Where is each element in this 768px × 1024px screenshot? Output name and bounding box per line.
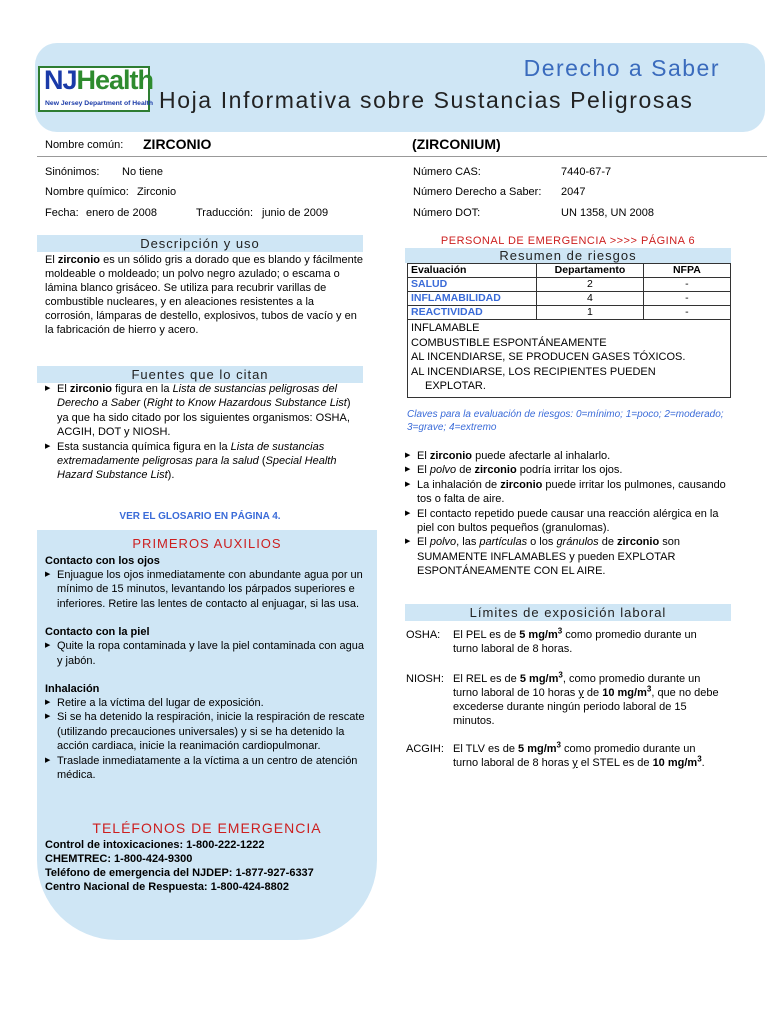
table-row [408,278,731,292]
table-row [408,306,731,320]
date-value: enero de 2008 [86,207,157,219]
hazard-table [407,263,731,398]
translation-label: Traducción: [196,207,254,219]
list-item: ▶ El contacto repetido puede causar una reacción alérgica en la piel con bultos pequeños (granulomas). [405,507,730,536]
acgih-text: El TLV es de 5 $mg/m^3$ como promedio durante un turno laboral de 8 horas y el STEL es de 10 $mg/m^3$. [453,740,705,769]
niosh-label: NIOSH: [406,673,444,685]
list-item: ▶ El polvo de zirconio podría irritar los ojos. [405,463,730,477]
translation-value: junio de 2009 [262,207,329,219]
acgih-label: ACGIH: [406,743,444,755]
divider [37,156,767,157]
hazard-key: Claves para la evaluación de riesgos: 0=mínimo; 1=poco; 2=moderado; 3=grave; 4=extremo [407,409,724,433]
dot-value: UN 1358, UN 2008 [561,207,654,219]
dept-value: 1 [537,306,644,320]
hazard-name: SALUD [408,278,537,292]
cas-label: Número CAS: [413,166,481,178]
list-item: ▶ El polvo, las partículas o los gránulos de zirconio son SUMAMENTE INFLAMABLES y pueden EXPLOTAR ESPONTÁNEAMENTE CON EL AIRE. [405,535,730,578]
nfpa-value: - [643,306,730,320]
sources-heading: Fuentes que lo citan [37,366,363,383]
list-item: ▶ Esta sustancia química figura en la Lista de sustancias extremadamente peligrosas para la salud (Special Health Hazard Substance List). [45,440,363,483]
emergency-phones-list [45,838,314,894]
emergency-personnel-link[interactable]: PERSONAL DE EMERGENCIA >>>> PÁGINA 6 [440,235,696,247]
nfpa-value: - [643,278,730,292]
list-item: ▶ Quite la ropa contaminada y lave la piel contaminada con agua y jabón. [45,639,365,668]
niosh-text: El REL es de 5 $mg/m^3$, como promedio durante un turno laboral de 10 horas y de 10 $mg/m^3$, que no debe excederse durante ningún periodo laboral de 15 minutos. [453,670,719,727]
health-effects-list [405,449,730,579]
col-header: Departamento [537,264,644,278]
chem-name-label: Nombre químico: [45,186,129,198]
chem-name-value: Zirconio [137,186,177,198]
hazard-summary-heading: Resumen de riesgos [405,248,731,263]
synonyms-value: No tiene [122,166,163,178]
skin-list [45,639,365,668]
first-aid-heading: PRIMEROS AUXILIOS [132,536,282,551]
list-item: ▶ El zirconio puede afectarle al inhalarlo. [405,449,730,463]
phone-njdep: Teléfono de emergencia del NJDEP: 1-877-927-6337 [45,867,314,879]
hazard-note: EXPLOTAR. [425,380,486,392]
hazard-name: INFLAMABILIDAD [408,292,537,306]
nfpa-value: - [643,292,730,306]
nj-health-logo: NJHealth New Jersey Department of Health [38,66,150,112]
hazard-note: INFLAMABLE [411,322,480,334]
hazard-name: REACTIVIDAD [408,306,537,320]
cas-value: 7440-67-7 [561,166,612,178]
table-row [408,320,731,398]
list-item: ▶ Enjuague los ojos inmediatamente con abundante agua por un mínimo de 15 minutos, levantando los párpados superiores e inferiores. Retire las lentes de contacto al enjuagar, si las usa. [45,568,365,611]
col-header: NFPA [643,264,730,278]
english-name: (ZIRCONIUM) [412,136,501,152]
common-name-label: Nombre común: [45,139,124,151]
date-label: Fecha: [45,207,79,219]
rtk-label: Número Derecho a Saber: [413,186,542,198]
dept-value: 4 [537,292,644,306]
exposure-limits-heading: Límites de exposición laboral [405,604,731,621]
table-row [408,292,731,306]
list-item: ▶ Traslade inmediatamente a la víctima a un centro de atención médica. [45,754,365,783]
glossary-link[interactable]: VER EL GLOSARIO EN PÁGINA 4. [119,511,281,522]
list-item: ▶ La inhalación de zirconio puede irritar los pulmones, causando tos o falta de aire. [405,478,730,507]
hazard-note: AL INCENDIARSE, LOS RECIPIENTES PUEDEN [411,365,656,378]
phone-chemtrec: CHEMTREC: 1-800-424-9300 [45,853,193,865]
phone-national-response: Centro Nacional de Respuesta: 1-800-424-8802 [45,881,289,893]
hazard-note: AL INCENDIARSE, SE PRODUCEN GASES TÓXICOS. [411,351,686,363]
first-aid-content [45,554,365,782]
description-heading: Descripción y uso [37,235,363,252]
sources-list [45,382,363,483]
rtk-value: 2047 [561,186,586,198]
derecho-a-saber-title: Derecho a Saber [523,55,720,81]
eyes-list [45,568,365,611]
inhalation-heading: Inhalación [45,683,100,696]
description-text: El zirconio es un sólido gris a dorado que es blando y fácilmente moldeable o moldeado; un polvo negro azulado; o escama o lámina blanco grisáceo. Se utiliza para recubrir varillas de combustible nucleares, y en aleaciones resistentes a la corrosión, lámparas de destello, explosivos, tubos de vacío y en la fabricación de hierro y acero. [45,254,363,336]
list-item: ▶ Si se ha detenido la respiración, inicie la respiración de rescate (utilizando precauciones universales) y si se ha detenido la acción cardiaca, inicie la reanimación cardiopulmonar. [45,710,365,753]
dept-value: 2 [537,278,644,292]
eyes-heading: Contacto con los ojos [45,555,160,567]
page-title: Hoja Informativa sobre Sustancias Peligrosas [159,87,694,113]
list-item: ▶ Retire a la víctima del lugar de exposición. [45,696,365,710]
emergency-phones-heading: TELÉFONOS DE EMERGENCIA [92,820,322,836]
osha-label: OSHA: [406,629,441,641]
common-name-value: ZIRCONIO [143,136,212,152]
inhalation-list [45,696,365,782]
hazard-notes [408,320,731,398]
dot-label: Número DOT: [413,207,481,219]
osha-text: El PEL es de 5 $mg/m^3$ como promedio durante un turno laboral de 8 horas. [453,626,697,655]
table-header-row [408,264,731,278]
col-header: Evaluación [408,264,537,278]
phone-poison-control: Control de intoxicaciones: 1-800-222-1222 [45,839,265,851]
synonyms-label: Sinónimos: [45,166,100,178]
hazard-note: COMBUSTIBLE ESPONTÁNEAMENTE [411,336,607,349]
list-item: ▶ El zirconio figura en la Lista de sustancias peligrosas del Derecho a Saber (Right to Know Hazardous Substance List) ya que ha sido citado por los siguientes organismos: OSHA, ACGIH, DOT y NIOSH. [45,382,363,440]
skin-heading: Contacto con la piel [45,626,150,639]
